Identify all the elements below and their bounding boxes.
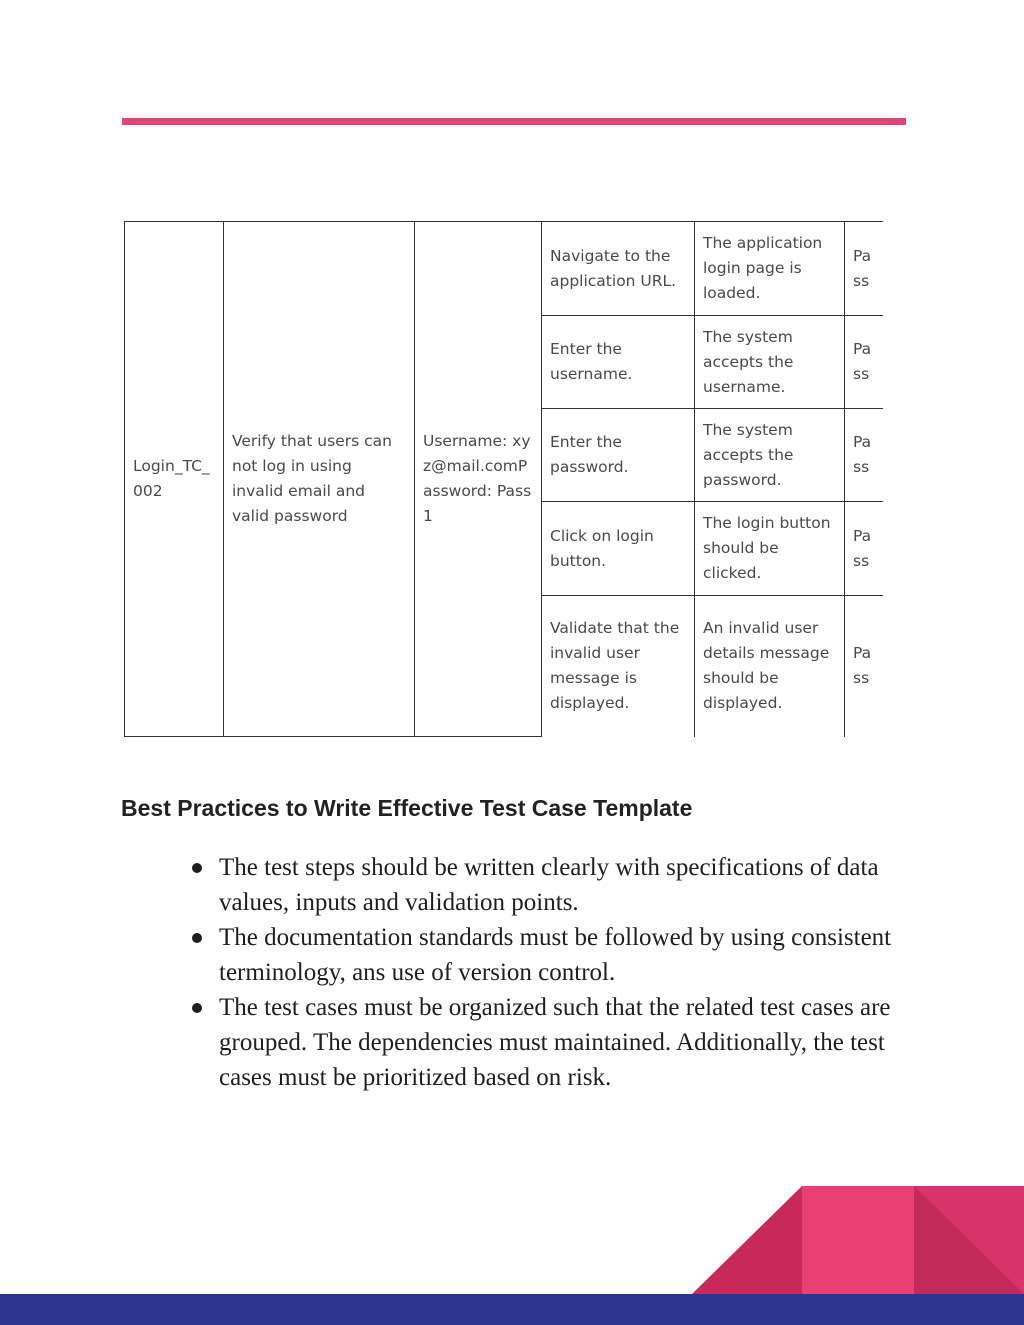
footer-bar	[0, 1294, 1024, 1325]
deco-triangle-left	[692, 1186, 802, 1294]
bullet-icon	[192, 1003, 202, 1013]
expected-result-cell: The system accepts the username.	[695, 316, 845, 409]
test-case-table	[124, 221, 883, 737]
top-accent-rule	[122, 118, 906, 125]
expected-result-cell: An invalid user details message should be displayed.	[695, 596, 845, 737]
test-step-cell: Validate that the invalid user message is displayed.	[542, 596, 695, 737]
test-step-cell: Enter the username.	[542, 316, 695, 409]
list-item	[190, 920, 910, 990]
status-cell: Pass	[845, 502, 883, 596]
deco-block-middle	[802, 1186, 914, 1294]
test-description-cell: Verify that users can not log in using invalid email and valid password	[224, 222, 415, 737]
test-data-cell: Username: xyz@mail.comPassword: Pass1	[415, 222, 542, 737]
status-cell: Pass	[845, 596, 883, 737]
bullet-icon	[192, 933, 202, 943]
test-case-id-cell: Login_TC_002	[125, 222, 224, 737]
list-item	[190, 850, 910, 920]
list-item-text: The test steps should be written clearly with specifications of data values, inputs and validation points.	[219, 854, 879, 916]
expected-result-cell: The application login page is loaded.	[695, 222, 845, 316]
status-cell: Pass	[845, 222, 883, 316]
expected-result-cell: The login button should be clicked.	[695, 502, 845, 596]
best-practices-list	[190, 850, 910, 1095]
list-item-text: The documentation standards must be followed by using consistent terminology, ans use of version control.	[219, 924, 892, 986]
bullet-icon	[192, 863, 202, 873]
section-heading: Best Practices to Write Effective Test Case Template	[121, 795, 693, 821]
list-item-text: The test cases must be organized such that the related test cases are grouped. The dependencies must maintained. Additionally, the test cases must be prioritized based on risk.	[219, 994, 891, 1091]
table-row	[125, 222, 883, 316]
status-cell: Pass	[845, 409, 883, 502]
test-step-cell: Click on login button.	[542, 502, 695, 596]
list-item	[190, 990, 910, 1095]
test-step-cell: Enter the password.	[542, 409, 695, 502]
deco-shade-right	[914, 1186, 1024, 1294]
deco-block-right	[914, 1186, 1024, 1294]
test-step-cell: Navigate to the application URL.	[542, 222, 695, 316]
expected-result-cell: The system accepts the password.	[695, 409, 845, 502]
status-cell: Pass	[845, 316, 883, 409]
